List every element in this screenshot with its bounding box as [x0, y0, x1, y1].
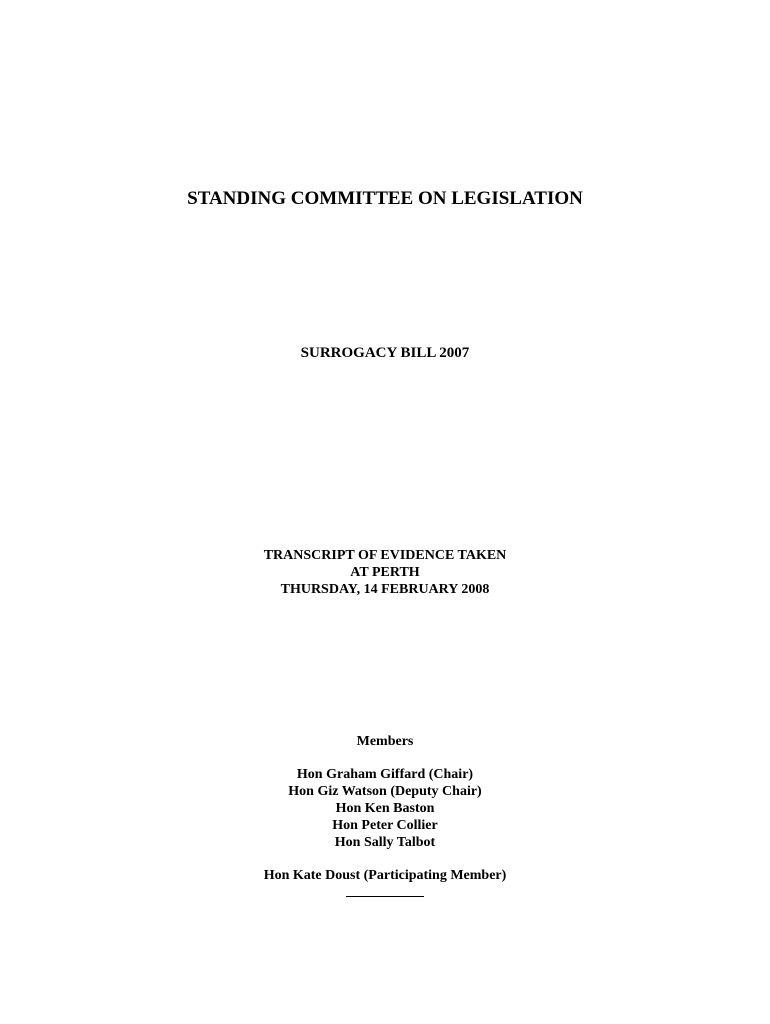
transcript-date: THURSDAY, 14 FEBRUARY 2008 — [280, 582, 490, 597]
bill-title: SURROGACY BILL 2007 — [300, 345, 470, 361]
member-item: Hon Ken Baston — [335, 801, 435, 816]
committee-title: STANDING COMMITTEE ON LEGISLATION — [187, 188, 583, 209]
participating-member: Hon Kate Doust (Participating Member) — [263, 868, 507, 883]
member-item: Hon Graham Giffard (Chair) — [296, 767, 474, 782]
member-item: Hon Peter Collier — [332, 818, 438, 833]
members-list — [0, 766, 770, 851]
transcript-block — [0, 547, 770, 598]
member-item: Hon Giz Watson (Deputy Chair) — [288, 784, 482, 799]
transcript-location: AT PERTH — [350, 565, 420, 580]
member-item: Hon Sally Talbot — [334, 835, 436, 850]
closing-rule — [346, 896, 424, 897]
members-heading: Members — [356, 734, 414, 749]
transcript-line: TRANSCRIPT OF EVIDENCE TAKEN — [263, 548, 507, 563]
